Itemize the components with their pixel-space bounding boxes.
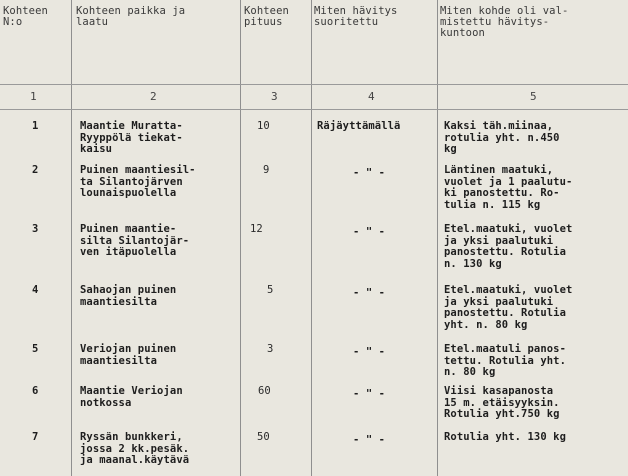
column-number-divider [0,109,628,110]
column-divider [311,0,312,476]
row-place: Veriojan puinen maantiesilta [80,343,177,367]
row-place: Puinen maantie- silta Silantojär- ven itäpuolella [80,223,190,258]
row-number: 5 [32,343,39,355]
row-place: Maantie Veriojan notkossa [80,385,183,409]
row-preparation: Läntinen maatuki, vuolet ja 1 paalutu- ki panostettu. Ro- tulia n. 115 kg [444,164,573,211]
row-method: - " - [353,287,386,299]
row-length: 12 [250,223,263,235]
row-preparation: Etel.maatuki, vuolet ja yksi paalutuki panostettu. Rotulia yht. n. 80 kg [444,284,573,331]
row-preparation: Rotulia yht. 130 kg [444,431,567,443]
row-place: Sahaojan puinen maantiesilta [80,284,177,308]
row-place: Maantie Muratta- Ryyppölä tiekat- kaisu [80,120,183,155]
column-number: 1 [30,90,37,103]
row-method: - " - [353,167,386,179]
column-divider [437,0,438,476]
row-place: Ryssän bunkkeri, jossa 2 kk.pesäk. ja maanal.käytävä [80,431,190,466]
header-divider [0,84,628,85]
row-place: Puinen maantiesil- ta Silantojärven lounaispuolella [80,164,196,199]
row-preparation: Etel.maatuki, vuolet ja yksi paalutuki panostettu. Rotulia n. 130 kg [444,223,573,270]
column-number: 4 [368,90,375,103]
column-divider [240,0,241,476]
column-divider [71,0,72,476]
column-number: 3 [271,90,278,103]
header-valmistettu: Miten kohde oli val- mistettu hävitys- kuntoon [440,5,569,39]
row-method: - " - [353,388,386,400]
row-number: 2 [32,164,39,176]
row-preparation: Viisi kasapanosta 15 m. etäisyyksin. Rotulia yht.750 kg [444,385,560,420]
row-length: 9 [263,164,270,176]
row-method: - " - [353,346,386,358]
row-number: 1 [32,120,39,132]
header-kohteen-no: Kohteen N:o [3,5,48,28]
row-method: - " - [353,226,386,238]
row-number: 4 [32,284,39,296]
row-preparation: Kaksi täh.miinaa, rotulia yht. n.450 kg [444,120,560,155]
header-havitys: Miten hävitys suoritettu [314,5,398,28]
row-preparation: Etel.maatuli panos- tettu. Rotulia yht. n. 80 kg [444,343,567,378]
row-length: 10 [257,120,270,132]
header-paikka-laatu: Kohteen paikka ja laatu [76,5,186,28]
row-method: Räjäyttämällä [317,120,401,132]
row-length: 60 [258,385,271,397]
column-number: 2 [150,90,157,103]
column-number: 5 [530,90,537,103]
row-length: 50 [257,431,270,443]
row-number: 6 [32,385,39,397]
header-pituus: Kohteen pituus [244,5,289,28]
row-number: 7 [32,431,39,443]
row-method: - " - [353,434,386,446]
row-length: 3 [267,343,274,355]
row-length: 5 [267,284,274,296]
row-number: 3 [32,223,39,235]
